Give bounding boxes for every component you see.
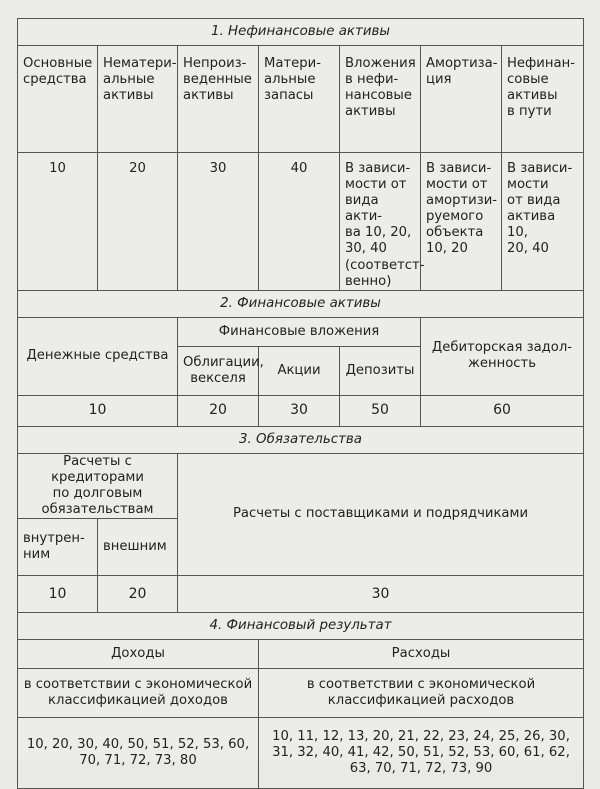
deposits-label: Депозиты	[340, 346, 421, 395]
text-line: векселя	[190, 370, 246, 386]
creditors-label	[18, 453, 178, 518]
suppliers-label: Расчеты с поставщиками и подрядчиками	[178, 453, 584, 575]
text-line: Непроиз-	[183, 56, 247, 71]
text-line: активы	[103, 88, 154, 104]
text-line: в пути	[507, 104, 552, 120]
value-cell	[340, 153, 425, 291]
section2-title: 2. Финансовые активы	[18, 290, 584, 317]
header-cell	[340, 46, 421, 153]
header-cell	[421, 46, 502, 153]
section4-title: 4. Финансовый результат	[18, 613, 584, 640]
external-value: 20	[98, 576, 178, 613]
text-line: 10, 20	[426, 241, 468, 257]
text-line: ним	[23, 547, 51, 563]
income-label: Доходы	[18, 640, 259, 669]
header-cell	[18, 46, 98, 153]
receivables-label	[421, 317, 584, 395]
text-line: 10, 11, 12, 13, 20, 21, 22, 23, 24, 25, 26, 30,	[272, 728, 570, 744]
receivables-value: 60	[421, 395, 584, 426]
internal-label	[18, 519, 98, 576]
text-line: 10	[49, 161, 66, 176]
text-line: ция	[426, 72, 452, 88]
text-line: (соответст-	[345, 257, 425, 273]
text-line: внутрен-	[23, 531, 85, 547]
text-line: 10, 20, 30, 40, 50, 51, 52, 53, 60,	[26, 737, 250, 753]
text-line: классификацией расходов	[327, 693, 515, 709]
suppliers-value: 30	[178, 576, 584, 613]
text-line: 70, 71, 72, 73, 80	[79, 753, 197, 769]
text-line: В зависи-	[507, 161, 573, 176]
value-cell	[98, 153, 178, 291]
cash-label: Денежные средства	[18, 317, 178, 395]
text-line: руемого	[426, 209, 484, 225]
text-line: Основные	[23, 56, 93, 71]
text-line: Облигации,	[183, 354, 264, 370]
text-line: 63, 70, 71, 72, 73, 90	[349, 761, 493, 777]
text-line: 20	[129, 161, 146, 176]
text-line: в соответствии с экономической	[306, 677, 536, 693]
header-cell	[98, 46, 178, 153]
text-line: ва 10, 20,	[345, 225, 412, 241]
text-line: в соответствии с экономической	[23, 677, 253, 693]
text-line: амортизи-	[426, 193, 498, 209]
text-line: обязательствам	[41, 502, 154, 518]
accounts-table	[17, 18, 584, 789]
text-line: средства	[23, 72, 87, 88]
text-line: Амортиза-	[426, 56, 498, 71]
text-line: активы	[507, 88, 558, 104]
text-line: объекта	[426, 225, 484, 241]
income-values	[18, 718, 259, 789]
text-line: классификацией доходов	[48, 693, 228, 709]
text-line: от вида	[507, 193, 561, 209]
value-cell	[421, 153, 502, 291]
text-line: В зависи-	[345, 161, 411, 176]
deposits-value: 50	[340, 395, 421, 426]
text-line: по долговым	[52, 485, 143, 501]
value-cell	[502, 153, 584, 291]
bonds-label	[178, 346, 264, 395]
text-line: Дебиторская задол-	[431, 340, 573, 356]
shares-value: 30	[259, 395, 340, 426]
section1-title: 1. Нефинансовые активы	[18, 19, 584, 46]
text-line: 40	[290, 161, 308, 176]
text-line: В зависи-	[426, 161, 492, 176]
section3-title: 3. Обязательства	[18, 426, 584, 453]
internal-value: 10	[18, 576, 98, 613]
text-line: веденные	[183, 72, 252, 88]
text-line: активы	[345, 104, 396, 120]
cash-value: 10	[18, 395, 178, 426]
text-line: совые	[507, 72, 549, 88]
text-line: женность	[467, 356, 536, 372]
expenses-sub	[259, 669, 584, 718]
section1-header-row	[18, 46, 584, 153]
header-cell	[178, 46, 259, 153]
value-cell	[178, 153, 259, 291]
text-line: альные	[264, 72, 316, 88]
header-cell	[502, 46, 584, 153]
text-line: мости от	[345, 177, 407, 193]
text-line: 30	[209, 161, 227, 176]
shares-label: Акции	[259, 346, 340, 395]
text-line: активы	[183, 88, 234, 104]
text-line: Расчеты с кредиторами	[51, 453, 144, 485]
text-line: Матери-	[264, 56, 321, 71]
external-label: внешним	[98, 519, 178, 576]
text-line: вида акти-	[345, 193, 383, 225]
income-sub	[18, 669, 259, 718]
text-line: 31, 32, 40, 41, 42, 50, 51, 52, 53, 60, 61, 62,	[272, 745, 570, 761]
expenses-label: Расходы	[259, 640, 584, 669]
text-line: Нефинан-	[507, 56, 575, 71]
text-line: в нефи-	[345, 72, 399, 88]
text-line: мости	[507, 177, 549, 193]
text-line: 20, 40	[507, 241, 549, 257]
text-line: нансовые	[345, 88, 412, 104]
section1-values-row	[18, 153, 584, 291]
expenses-values	[259, 718, 584, 789]
investments-label: Финансовые вложения	[178, 317, 421, 346]
text-line: альные	[103, 72, 155, 88]
text-line: запасы	[264, 88, 314, 104]
text-line: мости от	[426, 177, 488, 193]
header-cell	[259, 46, 340, 153]
text-line: Вложения	[345, 56, 416, 71]
value-cell	[259, 153, 340, 291]
text-line: актива 10,	[507, 209, 556, 241]
text-line: венно)	[345, 273, 392, 289]
value-cell	[18, 153, 98, 291]
text-line: Нематери-	[103, 56, 177, 71]
text-line: 30, 40	[345, 241, 387, 257]
bonds-value: 20	[178, 395, 259, 426]
